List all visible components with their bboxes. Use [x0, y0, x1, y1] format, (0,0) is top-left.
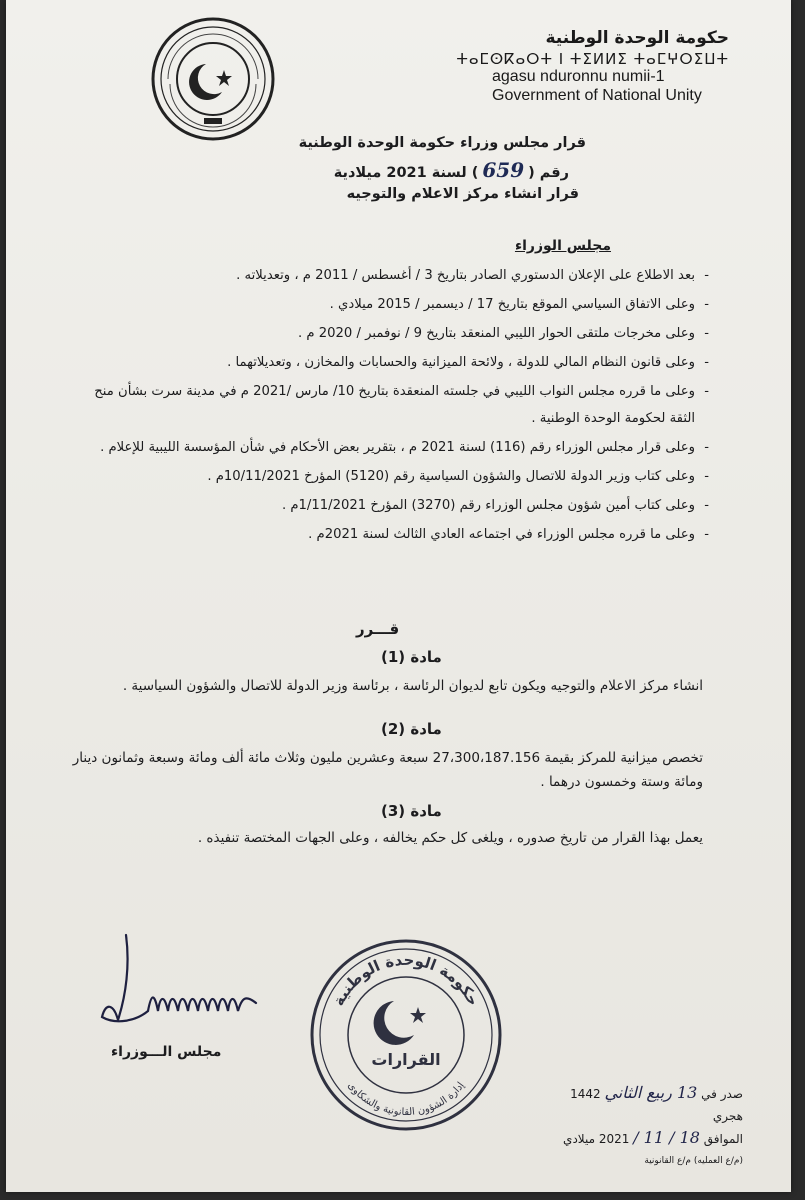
decision-number: 659	[482, 158, 525, 182]
article-1-text: انشاء مركز الاعلام والتوجيه ويكون تابع لديوان الرئاسة ، برئاسة وزير الدولة للاتصال والشؤون السياسية .	[122, 678, 703, 694]
header-tifinagh-name: ⵜⴰⵎⵙⴽⴰⵔⵜ ⵏ ⵜⵉⵍⵍⵉ ⵜⴰⵎⵖⵔⵉⵡⵜ	[456, 50, 729, 68]
preamble-item: - وعلى مخرجات ملتقى الحوار الليبي المنعقد بتاريخ 9 / نوفمبر / 2020 م .	[94, 320, 709, 347]
decision-word: قـــرر	[356, 620, 400, 638]
gregorian-handwritten-date: 18 / 11 /	[633, 1128, 700, 1147]
seal-outer-text: حكومة الوحدة الوطنية	[329, 950, 483, 1009]
article-2-text: تخصص ميزانية للمركز بقيمة 27،300،187.156 سبعة وعشرين مليون وثلاث مائة ألف ومائة وسبعة وثمانون دينار ومائة وستة وخمسون درهما .	[72, 750, 703, 790]
seal-inner-text: القرارات	[371, 1050, 441, 1069]
article-1-heading: مادة (1)	[381, 648, 442, 666]
article-3-text: يعمل بهذا القرار من تاريخ صدوره ، ويلغى كل حكم يخالفه ، وعلى الجهات المختصة تنفيذه .	[197, 830, 703, 846]
council-heading: مجلس الوزراء	[514, 238, 611, 254]
preamble-item: - وعلى قانون النظام المالي للدولة ، ولائحة الميزانية والحسابات والمخازن ، وتعديلاتهما .	[94, 349, 709, 376]
gregorian-year: 2021 ميلادي	[563, 1132, 630, 1146]
decision-title-line1: قرار مجلس وزراء حكومة الوحدة الوطنية	[298, 135, 586, 151]
seal-bottom-text: إدارة الشؤون القانونية والشكاوى	[345, 1080, 467, 1119]
signature-label: مجلس الـــوزراء	[111, 1044, 222, 1060]
government-emblem-icon	[148, 14, 278, 144]
preamble-item: - وعلى ما قرره مجلس الوزراء في اجتماعه العادي الثالث لسنة 2021م .	[94, 521, 709, 548]
svg-text:إدارة الشؤون القانونية والشكاو	[345, 1080, 467, 1118]
official-seal	[306, 935, 506, 1135]
preamble-item: - وعلى ما قرره مجلس النواب الليبي في جلسته المنعقدة بتاريخ 10/ مارس /2021 م في مدينة سرت بشأن منح الثقة لحكومة الوحدة الوطنية .	[94, 378, 709, 432]
preamble-item: - بعد الاطلاع على الإعلان الدستوري الصادر بتاريخ 3 / أغسطس / 2011 م ، وتعديلاته .	[94, 262, 709, 289]
preamble-item: - وعلى كتاب وزير الدولة للاتصال والشؤون السياسية رقم (5120) المؤرخ 10/11/2021م .	[94, 463, 709, 490]
document-page	[6, 0, 791, 1192]
header-amazigh-latin: agasu nduronnu numii-1	[492, 68, 665, 85]
title-number-prefix: رقم (	[528, 165, 569, 181]
hijri-year: 1442 هجري	[570, 1087, 743, 1123]
decision-title-line2	[334, 158, 569, 182]
preamble-item: - وعلى الاتفاق السياسي الموقع بتاريخ 17 / ديسمبر / 2015 ميلادي .	[94, 291, 709, 318]
footer-note: (م/ع العمليه) م/ع القانونية	[644, 1156, 743, 1166]
preamble-item: - وعلى قرار مجلس الوزراء رقم (116) لسنة 2021 م ، بتقرير بعض الأحكام في شأن المؤسسة الليبية للإعلام .	[94, 434, 709, 461]
preamble-item: - وعلى كتاب أمين شؤون مجلس الوزراء رقم (3270) المؤرخ 1/11/2021م .	[94, 492, 709, 519]
hijri-line	[548, 1082, 743, 1127]
issued-label: صدر في	[701, 1087, 743, 1101]
corresponding-label: الموافق	[703, 1132, 743, 1146]
decision-title-line3: قرار انشاء مركز الاعلام والتوجيه	[346, 186, 579, 202]
header-arabic-name: حكومة الوحدة الوطنية	[545, 28, 729, 48]
date-block	[548, 1082, 743, 1172]
title-year-suffix: ) لسنة 2021 ميلادية	[333, 165, 479, 181]
hijri-handwritten-date: 13 ربيع الثاني	[604, 1083, 698, 1102]
gregorian-line	[548, 1127, 743, 1150]
signature-mark	[96, 925, 276, 1045]
article-3-heading: مادة (3)	[381, 802, 442, 820]
crescent-star-icon	[374, 1001, 426, 1045]
preamble-list	[94, 262, 709, 550]
article-2-heading: مادة (2)	[381, 720, 442, 738]
header-english-name: Government of National Unity	[492, 87, 702, 104]
